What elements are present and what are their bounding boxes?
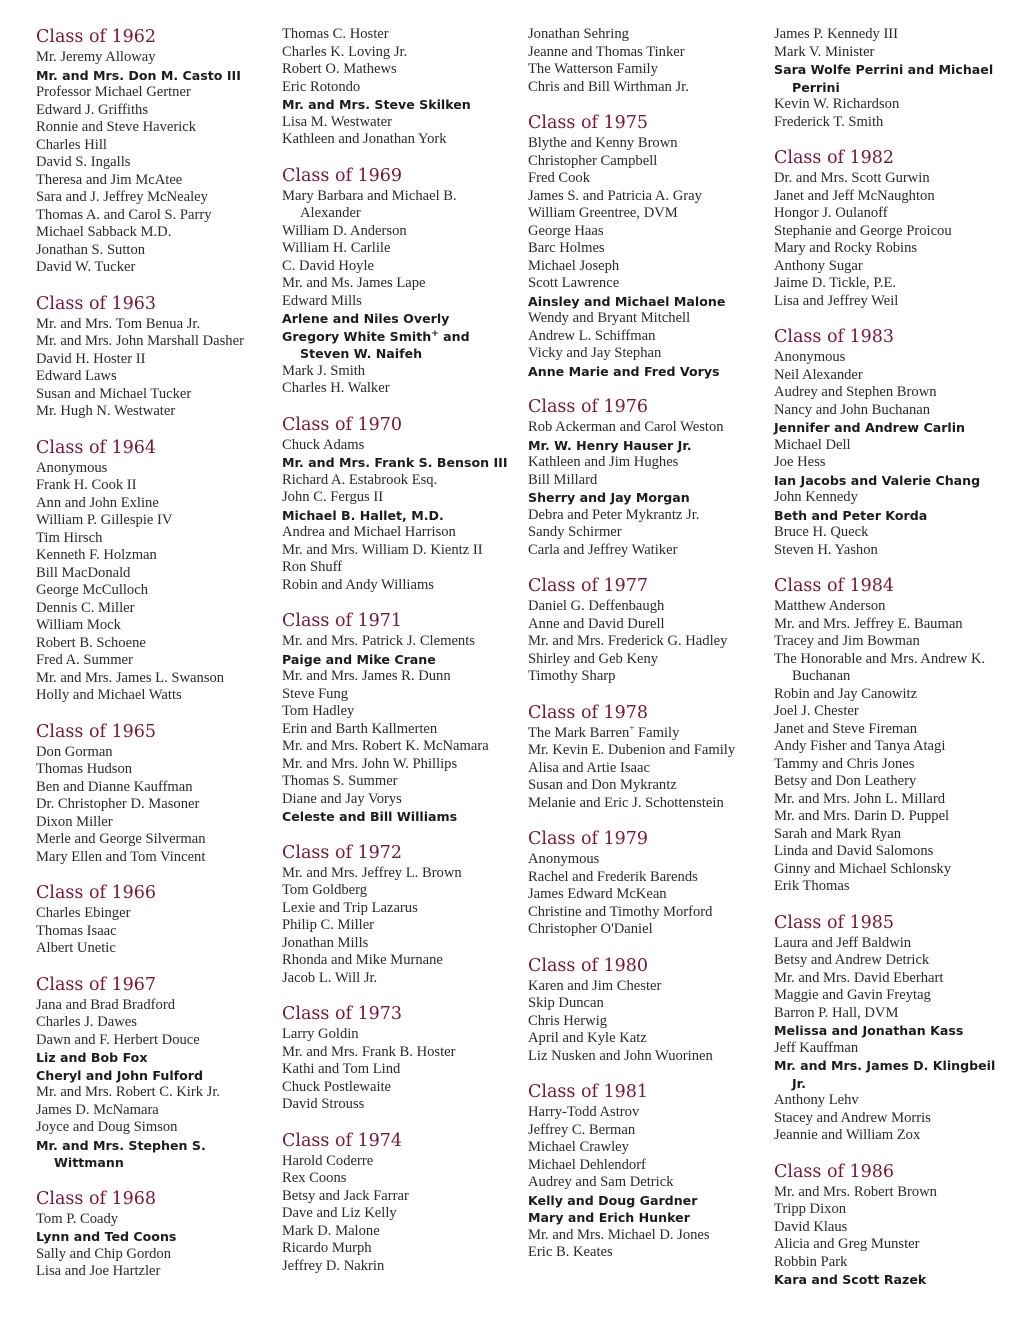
donor-name: Mark V. Minister <box>774 43 875 60</box>
donor-name: Holly and Michael Watts <box>36 687 182 703</box>
donor-name: Mr. and Mrs. Robert Brown <box>774 1183 937 1200</box>
donor-name: Mr. and Mrs. Stephen S. Wittmann <box>36 1137 206 1170</box>
class-section <box>774 147 1012 310</box>
donor-name: C. David Hoyle <box>282 257 375 274</box>
donor-name: Mr. Jeremy Alloway <box>36 49 156 65</box>
donor-name: Hongor J. Oulanoff <box>774 205 888 221</box>
donor-name: Mr. and Mrs. Don M. Casto III <box>36 67 241 83</box>
donor-name: Anonymous <box>36 459 108 476</box>
donor-name: Stacey and Andrew Morris <box>774 1109 931 1126</box>
donor-name: Robin and Andy Williams <box>282 576 434 593</box>
class-section <box>528 575 766 686</box>
donor-name: Ian Jacobs and Valerie Chang <box>774 472 981 488</box>
donor-name: Bill Millard <box>528 471 598 488</box>
donor-name: Edward J. Griffiths <box>36 101 149 118</box>
donor-name: John C. Fergus II <box>282 489 384 505</box>
donor-name: Sally and Chip Gordon <box>36 1245 171 1262</box>
class-year-heading: Class of 1979 <box>528 829 649 849</box>
donor-name: Nancy and John Buchanan <box>774 401 931 418</box>
donor-name: William H. Carlile <box>282 240 391 256</box>
donor-name: Harry-Todd Astrov <box>528 1104 640 1120</box>
donor-name: Michael Sabback M.D. <box>36 224 172 240</box>
donor-name: Janet and Steve Fireman <box>774 720 918 737</box>
class-year-heading: Class of 1984 <box>774 576 895 596</box>
donor-name: Michael Dehlendorf <box>528 1156 646 1173</box>
donor-name: Anthony Sugar <box>774 257 863 274</box>
class-year-heading: Class of 1966 <box>36 883 157 903</box>
donor-name: Susan and Don Mykrantz <box>528 777 677 793</box>
donor-name: Thomas Hudson <box>36 761 133 777</box>
class-section <box>528 702 766 813</box>
class-section <box>36 882 274 958</box>
donor-name: Don Gorman <box>36 743 113 760</box>
class-section <box>774 1161 1012 1289</box>
class-year-heading: Class of 1975 <box>528 113 649 133</box>
donor-name: Jacob L. Will Jr. <box>282 969 378 986</box>
donor-name: Anonymous <box>528 851 600 867</box>
donor-name: Jonathan Mills <box>282 934 369 951</box>
donor-name: Michael Crawley <box>528 1139 629 1155</box>
donor-name: Mr. Kevin E. Dubenion and Family <box>528 742 736 758</box>
donor-name: Sara Wolfe Perrini and Michael Perrini <box>774 62 994 95</box>
donor-name: Rhonda and Mike Murnane <box>282 952 443 968</box>
class-section <box>282 26 520 149</box>
donor-name: Jeannie and William Zox <box>774 1127 921 1143</box>
donor-name: Robert B. Schoene <box>36 634 146 651</box>
donor-name: Ginny and Michael Schlonsky <box>774 860 952 877</box>
donor-name: Laura and Jeff Baldwin <box>774 934 912 951</box>
class-year-heading: Class of 1977 <box>528 576 649 596</box>
donor-name: Michael Joseph <box>528 257 620 274</box>
donor-name: David S. Ingalls <box>36 154 131 170</box>
donor-name: Kelly and Doug Gardner <box>528 1192 698 1208</box>
donor-name: Jeffrey D. Nakrin <box>282 1257 385 1274</box>
donor-name: The Watterson Family <box>528 61 658 77</box>
donor-name: Dennis C. Miller <box>36 599 135 616</box>
class-year-heading: Class of 1974 <box>282 1130 403 1151</box>
donor-name: Mr. Hugh N. Westwater <box>36 403 176 419</box>
donor-name: William Greentree, DVM <box>528 205 678 221</box>
donor-name: Bill MacDonald <box>36 564 131 581</box>
donor-name: Skip Duncan <box>528 995 604 1011</box>
class-year-heading: Class of 1985 <box>774 912 895 933</box>
donor-name: Beth and Peter Korda <box>774 507 928 523</box>
donor-name: David H. Hoster II <box>36 350 146 367</box>
donor-name: Alisa and Artie Isaac <box>528 759 650 776</box>
donor-name: Edward Laws <box>36 368 117 384</box>
donor-name: Charles Ebinger <box>36 905 131 921</box>
class-section <box>282 1003 520 1114</box>
donor-name: Anonymous <box>774 349 846 365</box>
donor-name: Anne Marie and Fred Vorys <box>528 363 720 379</box>
donor-name: Mr. and Mrs. David Eberhart <box>774 969 944 986</box>
donor-name: Mr. and Mrs. Darin D. Puppel <box>774 808 950 824</box>
class-year-heading: Class of 1973 <box>282 1004 403 1024</box>
donor-name: William P. Gillespie IV <box>36 512 173 528</box>
donor-name: David Strouss <box>282 1096 365 1112</box>
donor-name: Dawn and F. Herbert Douce <box>36 1031 200 1048</box>
donor-name: Ben and Dianne Kauffman <box>36 778 193 795</box>
donor-name: Timothy Sharp <box>528 668 616 684</box>
donor-name: Robert O. Mathews <box>282 61 397 77</box>
donor-name: Mary Ellen and Tom Vincent <box>36 848 206 865</box>
donor-name: Mr. and Mrs. Jeffrey E. Bauman <box>774 615 963 632</box>
donor-name: Tom Hadley <box>282 703 355 719</box>
donor-name: Sherry and Jay Morgan <box>528 490 690 505</box>
donor-name: Mr. and Mrs. John L. Millard <box>774 790 946 807</box>
class-section <box>528 955 766 1066</box>
class-section <box>282 610 520 826</box>
donor-name: Melanie and Eric J. Schottenstein <box>528 794 724 811</box>
donor-name: Neil Alexander <box>774 366 863 383</box>
donor-name: Joe Hess <box>774 454 826 470</box>
donor-name: Theresa and Jim McAtee <box>36 171 183 188</box>
donor-name: Sarah and Mark Ryan <box>774 825 902 842</box>
donor-name: Audrey and Sam Detrick <box>528 1174 674 1190</box>
donor-name: Erin and Barth Kallmerten <box>282 720 438 737</box>
donor-name: Ron Shuff <box>282 559 343 575</box>
donor-name: Betsy and Don Leathery <box>774 773 917 789</box>
class-section <box>36 974 274 1172</box>
donor-name: Thomas Isaac <box>36 922 117 939</box>
donor-name: The Honorable and Mrs. Andrew K. Buchanan <box>774 650 986 684</box>
class-year-heading: Class of 1986 <box>774 1161 895 1182</box>
donor-name: Mr. and Mrs. James L. Swanson <box>36 669 225 686</box>
donor-name: Mr. and Mrs. James D. Klingbeil Jr. <box>774 1058 996 1091</box>
class-section <box>282 1130 520 1276</box>
donor-name: Steve Fung <box>282 685 349 702</box>
class-section <box>282 842 520 988</box>
donor-name: Mr. and Mrs. John Marshall Dasher <box>36 333 244 349</box>
donor-name: Karen and Jim Chester <box>528 977 662 994</box>
donor-name: Christopher O'Daniel <box>528 921 653 937</box>
donor-name: Mark J. Smith <box>282 362 366 379</box>
class-year-heading: Class of 1965 <box>36 721 157 742</box>
donor-name: Ronnie and Steve Haverick <box>36 119 197 135</box>
donor-name: Ainsley and Michael Malone <box>528 293 726 309</box>
donor-name: Frank H. Cook II <box>36 477 137 493</box>
donor-name: Janet and Jeff McNaughton <box>774 187 935 204</box>
donor-name: Richard A. Estabrook Esq. <box>282 471 438 488</box>
donor-name: Betsy and Andrew Detrick <box>774 952 930 968</box>
class-year-heading: Class of 1962 <box>36 27 157 47</box>
donor-name: Albert Unetic <box>36 940 116 956</box>
donor-name: Erik Thomas <box>774 878 850 894</box>
class-section <box>774 912 1012 1145</box>
donor-name: Merle and George Silverman <box>36 831 206 847</box>
class-year-heading: Class of 1982 <box>774 148 895 168</box>
donor-name: Ann and John Exline <box>36 494 159 511</box>
donor-name: Kevin W. Richardson <box>774 96 900 112</box>
donor-name: Thomas C. Hoster <box>282 26 389 42</box>
donor-name: Joel J. Chester <box>774 703 859 719</box>
donor-name: Robin and Jay Canowitz <box>774 685 918 702</box>
class-section <box>282 165 520 398</box>
donor-name: Tom P. Coady <box>36 1210 119 1227</box>
class-section <box>528 112 766 380</box>
donor-name: Mary and Rocky Robins <box>774 240 918 256</box>
donor-name: Jeff Kauffman <box>774 1039 859 1056</box>
class-section <box>528 396 766 559</box>
donor-name: Alicia and Greg Munster <box>774 1236 920 1252</box>
donor-name: Mr. and Mrs. Patrick J. Clements <box>282 633 475 649</box>
donor-name: Steven H. Yashon <box>774 541 878 558</box>
donor-name: Eric Rotondo <box>282 78 361 95</box>
donor-name: Tracey and Jim Bowman <box>774 633 920 649</box>
donor-name: Mr. and Mrs. Tom Benua Jr. <box>36 315 201 332</box>
class-year-heading: Class of 1980 <box>528 955 649 976</box>
deceased-mark: + <box>629 722 635 733</box>
donor-name: Anne and David Durell <box>528 615 665 632</box>
donor-name: Michael B. Hallet, M.D. <box>282 507 444 523</box>
donor-name: Andy Fisher and Tanya Atagi <box>774 738 946 754</box>
class-year-heading: Class of 1978 <box>528 702 649 723</box>
donor-name: William D. Anderson <box>282 222 407 239</box>
donor-name: Barc Holmes <box>528 240 605 256</box>
donor-name: Chris Herwig <box>528 1012 608 1029</box>
donor-name: Tom Goldberg <box>282 882 368 898</box>
class-section <box>774 26 1012 131</box>
donor-name: Mr. and Mrs. John W. Phillips <box>282 755 458 772</box>
column-1 <box>36 26 274 1297</box>
donor-name: Sara and J. Jeffrey McNealey <box>36 189 208 205</box>
donor-name: Rob Ackerman and Carol Weston <box>528 419 724 435</box>
donor-name: David Klaus <box>774 1218 848 1235</box>
donor-name: Liz and Bob Fox <box>36 1050 148 1065</box>
donor-name: Betsy and Jack Farrar <box>282 1187 409 1204</box>
class-section <box>774 326 1012 559</box>
donor-name: Mr. W. Henry Hauser Jr. <box>528 437 692 453</box>
donor-name: Dave and Liz Kelly <box>282 1205 397 1221</box>
class-section <box>36 721 274 867</box>
donor-name: Daniel G. Deffenbaugh <box>528 598 665 614</box>
donor-name: Sandy Schirmer <box>528 524 622 540</box>
class-year-heading: Class of 1981 <box>528 1082 649 1102</box>
class-section <box>528 828 766 939</box>
donor-name: Gregory White Smith+ and Steven W. Naifeh <box>282 328 470 361</box>
donor-name: The Mark Barren+ Family <box>528 722 680 741</box>
donor-name: Audrey and Stephen Brown <box>774 384 937 400</box>
donor-name: Dr. and Mrs. Scott Gurwin <box>774 170 930 186</box>
donor-name: Frederick T. Smith <box>774 113 884 130</box>
donor-name: Maggie and Gavin Freytag <box>774 987 931 1003</box>
donor-name: April and Kyle Katz <box>528 1030 647 1046</box>
class-year-heading: Class of 1972 <box>282 842 403 863</box>
class-year-heading: Class of 1970 <box>282 414 403 435</box>
class-section <box>36 293 274 421</box>
class-year-heading: Class of 1971 <box>282 611 403 631</box>
donor-name: James Edward McKean <box>528 886 667 902</box>
donor-name: Tripp Dixon <box>774 1201 847 1217</box>
donor-name: Susan and Michael Tucker <box>36 385 192 402</box>
donor-name: Dixon Miller <box>36 813 113 830</box>
donor-name: Bruce H. Queck <box>774 524 869 540</box>
donor-name: Liz Nusken and John Wuorinen <box>528 1047 713 1064</box>
donor-name: Mark D. Malone <box>282 1222 380 1239</box>
class-section <box>528 26 766 96</box>
donor-name: Paige and Mike Crane <box>282 651 436 667</box>
donor-name: Rachel and Frederik Barends <box>528 868 698 885</box>
donor-name: Dr. Christopher D. Masoner <box>36 796 200 812</box>
donor-name: Arlene and Niles Overly <box>282 311 450 326</box>
class-year-heading: Class of 1963 <box>36 293 157 314</box>
donor-name: Philip C. Miller <box>282 917 375 933</box>
class-year-heading: Class of 1969 <box>282 165 403 186</box>
donor-name: Mr. and Mrs. Frederick G. Hadley <box>528 633 728 649</box>
donor-name: Lisa and Joe Hartzler <box>36 1263 161 1279</box>
donor-name: Debra and Peter Mykrantz Jr. <box>528 506 700 523</box>
donor-name: James P. Kennedy III <box>774 26 899 42</box>
donor-name: Ricardo Murph <box>282 1240 372 1256</box>
donor-name: Mr. and Ms. James Lape <box>282 275 426 291</box>
donor-name: Lisa M. Westwater <box>282 113 393 130</box>
donor-name: Cheryl and John Fulford <box>36 1067 204 1083</box>
donor-name: Chuck Postlewaite <box>282 1078 392 1095</box>
donor-name: Christopher Campbell <box>528 152 658 169</box>
donor-name: Jennifer and Andrew Carlin <box>774 420 966 435</box>
donor-name: Matthew Anderson <box>774 598 886 614</box>
donor-name: Joyce and Doug Simson <box>36 1119 178 1135</box>
donor-name: Kathi and Tom Lind <box>282 1061 401 1077</box>
donor-name: James S. and Patricia A. Gray <box>528 187 702 204</box>
donor-name: Robbin Park <box>774 1253 848 1270</box>
donor-name: Mr. and Mrs. Michael D. Jones <box>528 1226 710 1243</box>
donor-name: Michael Dell <box>774 436 851 453</box>
donor-name: James D. McNamara <box>36 1101 159 1118</box>
class-section <box>36 1188 274 1281</box>
donor-name: Mr. and Mrs. James R. Dunn <box>282 668 451 684</box>
donor-name: Andrea and Michael Harrison <box>282 524 456 540</box>
donor-name: Mary Barbara and Michael B. Alexander <box>282 187 457 221</box>
class-section <box>774 575 1012 896</box>
donor-name: Jaime D. Tickle, P.E. <box>774 275 897 291</box>
donor-name: Jonathan Sehring <box>528 26 629 42</box>
column-4 <box>774 26 1012 1305</box>
class-year-heading: Class of 1964 <box>36 437 157 458</box>
class-year-heading: Class of 1967 <box>36 974 157 995</box>
donor-name: Jonathan S. Sutton <box>36 241 146 258</box>
donor-name: Kathleen and Jim Hughes <box>528 454 679 470</box>
donor-name: Thomas S. Summer <box>282 773 398 789</box>
donor-name: Carla and Jeffrey Watiker <box>528 541 678 558</box>
donor-name: Andrew L. Schiffman <box>528 327 656 344</box>
donor-name: David W. Tucker <box>36 259 136 275</box>
donor-name: Shirley and Geb Keny <box>528 650 659 667</box>
donor-name: Vicky and Jay Stephan <box>528 345 662 361</box>
donor-name: Mr. and Mrs. Robert K. McNamara <box>282 738 489 754</box>
class-year-heading: Class of 1983 <box>774 327 895 347</box>
donor-name: Charles K. Loving Jr. <box>282 43 408 60</box>
column-3 <box>528 26 766 1278</box>
class-section <box>282 414 520 595</box>
class-section <box>528 1081 766 1262</box>
donor-name: Jeanne and Thomas Tinker <box>528 43 685 60</box>
donor-name: William Mock <box>36 617 121 633</box>
donor-name: Lexie and Trip Lazarus <box>282 899 418 916</box>
donor-name: Harold Coderre <box>282 1152 374 1169</box>
donor-name: Barron P. Hall, DVM <box>774 1004 899 1021</box>
donor-name: Tammy and Chris Jones <box>774 755 915 772</box>
donor-name: Mr. and Mrs. Frank S. Benson III <box>282 455 508 470</box>
donor-name: Fred Cook <box>528 170 591 186</box>
donor-name: George McCulloch <box>36 582 148 598</box>
donor-name: Eric B. Keates <box>528 1244 613 1260</box>
donor-name: Jana and Brad Bradford <box>36 996 175 1013</box>
donor-name: Charles J. Dawes <box>36 1014 137 1030</box>
donor-name: Anthony Lehv <box>774 1092 859 1108</box>
class-section <box>36 437 274 705</box>
donor-name: Kathleen and Jonathan York <box>282 131 447 147</box>
donor-name: Mr. and Mrs. Robert C. Kirk Jr. <box>36 1084 221 1100</box>
donor-name: Chuck Adams <box>282 436 365 453</box>
donor-name: Stephanie and George Proicou <box>774 222 952 239</box>
donor-name: Mr. and Mrs. Frank B. Hoster <box>282 1043 456 1060</box>
donor-name: George Haas <box>528 222 604 239</box>
column-2 <box>282 26 520 1291</box>
donor-name: Charles Hill <box>36 136 107 153</box>
donor-name: Celeste and Bill Williams <box>282 809 458 824</box>
donor-name: John Kennedy <box>774 489 858 505</box>
donor-name: Blythe and Kenny Brown <box>528 135 678 151</box>
donor-name: Chris and Bill Wirthman Jr. <box>528 78 689 95</box>
donor-name: Professor Michael Gertner <box>36 84 191 100</box>
donor-name: Rex Coons <box>282 1170 347 1186</box>
donor-name: Diane and Jay Vorys <box>282 790 402 807</box>
donor-name: Scott Lawrence <box>528 275 620 291</box>
donor-name: Edward Mills <box>282 292 362 309</box>
donor-name: Thomas A. and Carol S. Parry <box>36 206 212 223</box>
donor-name: Larry Goldin <box>282 1026 359 1042</box>
donor-name: Tim Hirsch <box>36 529 103 546</box>
donor-name: Fred A. Summer <box>36 652 133 668</box>
donor-name: Mr. and Mrs. Steve Skilken <box>282 97 471 112</box>
donor-name: Jeffrey C. Berman <box>528 1121 636 1138</box>
deceased-mark: + <box>431 328 439 339</box>
class-section <box>36 26 274 277</box>
class-year-heading: Class of 1968 <box>36 1188 157 1209</box>
donor-name: Melissa and Jonathan Kass <box>774 1023 964 1038</box>
donor-name: Kenneth F. Holzman <box>36 547 157 563</box>
donor-name: Lynn and Ted Coons <box>36 1229 177 1244</box>
donor-name: Linda and David Salomons <box>774 843 934 859</box>
donor-name: Christine and Timothy Morford <box>528 903 713 920</box>
donor-name: Mr. and Mrs. William D. Kientz II <box>282 541 483 558</box>
donor-name: Lisa and Jeffrey Weil <box>774 292 899 309</box>
class-year-heading: Class of 1976 <box>528 397 649 417</box>
donor-name: Kara and Scott Razek <box>774 1272 927 1287</box>
donor-name: Mr. and Mrs. Jeffrey L. Brown <box>282 864 462 881</box>
donor-name: Wendy and Bryant Mitchell <box>528 310 691 326</box>
donor-name: Charles H. Walker <box>282 380 390 396</box>
donor-name: Mary and Erich Hunker <box>528 1210 690 1225</box>
